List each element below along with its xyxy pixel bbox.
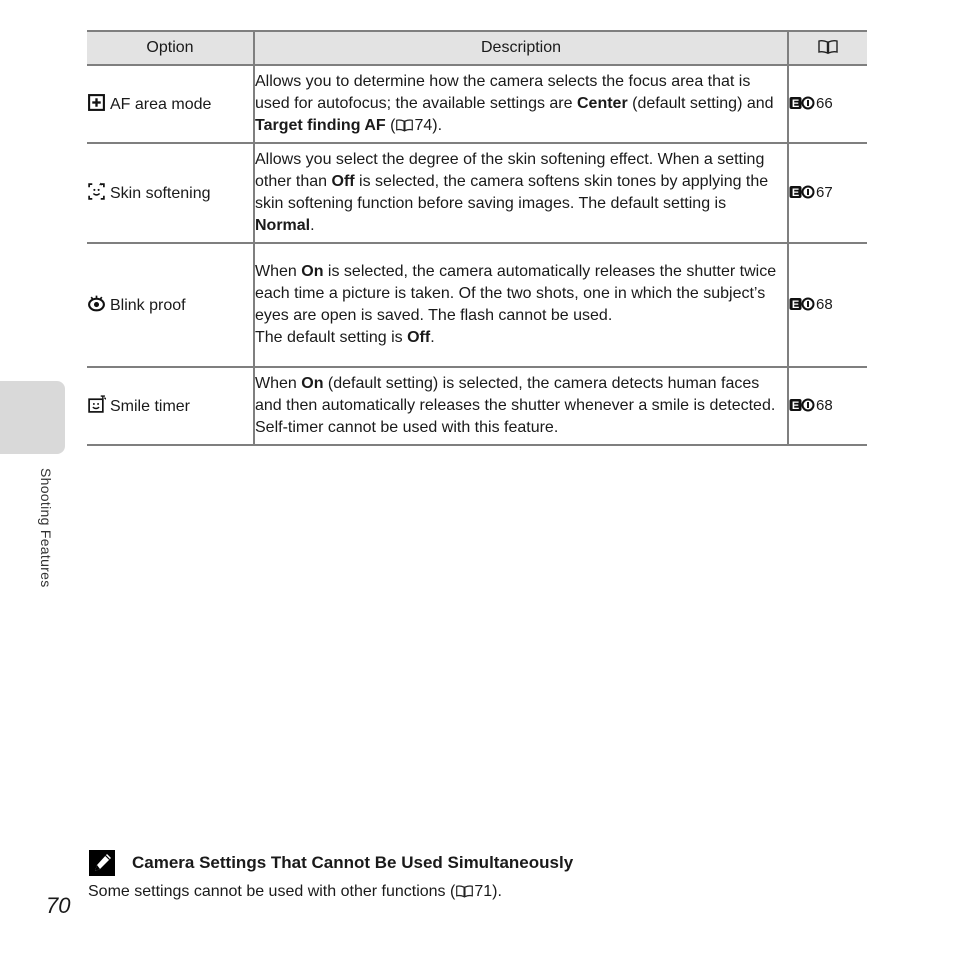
description-text: When [255,263,302,280]
description-text: When [255,375,302,392]
description-text: Allows you select the degree of the skin softening effect. When a setting other than [255,151,765,190]
option-cell [87,143,254,243]
svg-text:E: E [791,299,800,311]
options-table [87,30,867,446]
reference-page: 68 [816,397,833,414]
description-bold-text: Center [576,95,628,112]
reference-cell [788,243,867,367]
option-label: AF area mode [110,95,212,113]
table-row [87,243,867,367]
description-text: . [310,217,315,234]
note-header [88,848,573,878]
svg-text:E: E [791,400,800,412]
description-bold-text: Off [331,173,355,190]
description-text: (default setting) is selected, the camera detects human faces and then automatically releases the shutter whenever a smile is detected. Self-timer cannot be used with this feature. [255,375,776,436]
table-row [87,143,867,243]
reference-section-icon [789,96,815,110]
description-cell [254,65,788,143]
blink-proof-icon [87,294,106,313]
reference-page: 66 [816,95,833,112]
description-cell [254,243,788,367]
header-description: Description [254,31,788,65]
reference-page: 68 [816,296,833,313]
description-cell [254,143,788,243]
description-text: is selected, the camera softens skin tones by applying the skin softening function before saving images. The default setting is [255,173,769,212]
reference-section-icon [789,297,815,311]
description-text: . [430,329,435,346]
pencil-note-icon [88,849,116,877]
option-cell [87,243,254,367]
reference-page: 67 [816,184,833,201]
reference-cell [788,367,867,445]
description-bold-text: On [301,263,324,280]
skin-softening-icon [87,182,106,201]
description-text: ( [385,117,396,134]
description-bold-text: Target finding AF [255,117,386,134]
smile-timer-icon [87,395,106,414]
description-text: is selected, the camera automatically releases the shutter twice each time a picture is taken. Of the two shots, one in which the subject’s eyes are open is saved. The flash cannot be used. [255,263,777,324]
header-reference [788,31,867,65]
note-text: Some settings cannot be used with other functions ( [88,883,456,900]
note-title: Camera Settings That Cannot Be Used Simultaneously [132,853,574,872]
table-header-row [87,31,867,65]
reference-cell [788,143,867,243]
note-ref: 71 [474,883,493,900]
svg-text:E: E [791,187,800,199]
reference-section-icon [789,398,815,412]
description-text: The default setting is [255,329,408,346]
option-label: Blink proof [110,296,186,314]
description-text: Allows you to determine how the camera selects the focus area that is used for autofocus; the available settings are [255,73,751,112]
note-text-end: ). [492,883,502,900]
table-row [87,367,867,445]
reference-cell [788,65,867,143]
book-icon [455,884,474,899]
option-cell [87,65,254,143]
description-bold-text: On [301,375,324,392]
section-label: Shooting Features [38,468,54,588]
description-bold-text: Normal [255,217,311,234]
description-text: (default setting) and [627,95,774,112]
description-cell [254,367,788,445]
header-option: Option [87,31,254,65]
reference-section-icon [789,185,815,199]
option-label: Skin softening [110,184,211,202]
option-label: Smile timer [110,397,191,415]
note-body [88,883,502,901]
table-row [87,65,867,143]
section-tab [0,381,65,454]
page-number: 70 [46,893,71,918]
description-text: 74). [414,117,443,134]
af-area-icon [87,93,106,112]
description-bold-text: Off [407,329,431,346]
book-icon [817,39,839,55]
option-cell [87,367,254,445]
book-icon [395,118,414,133]
svg-text:E: E [791,98,800,110]
